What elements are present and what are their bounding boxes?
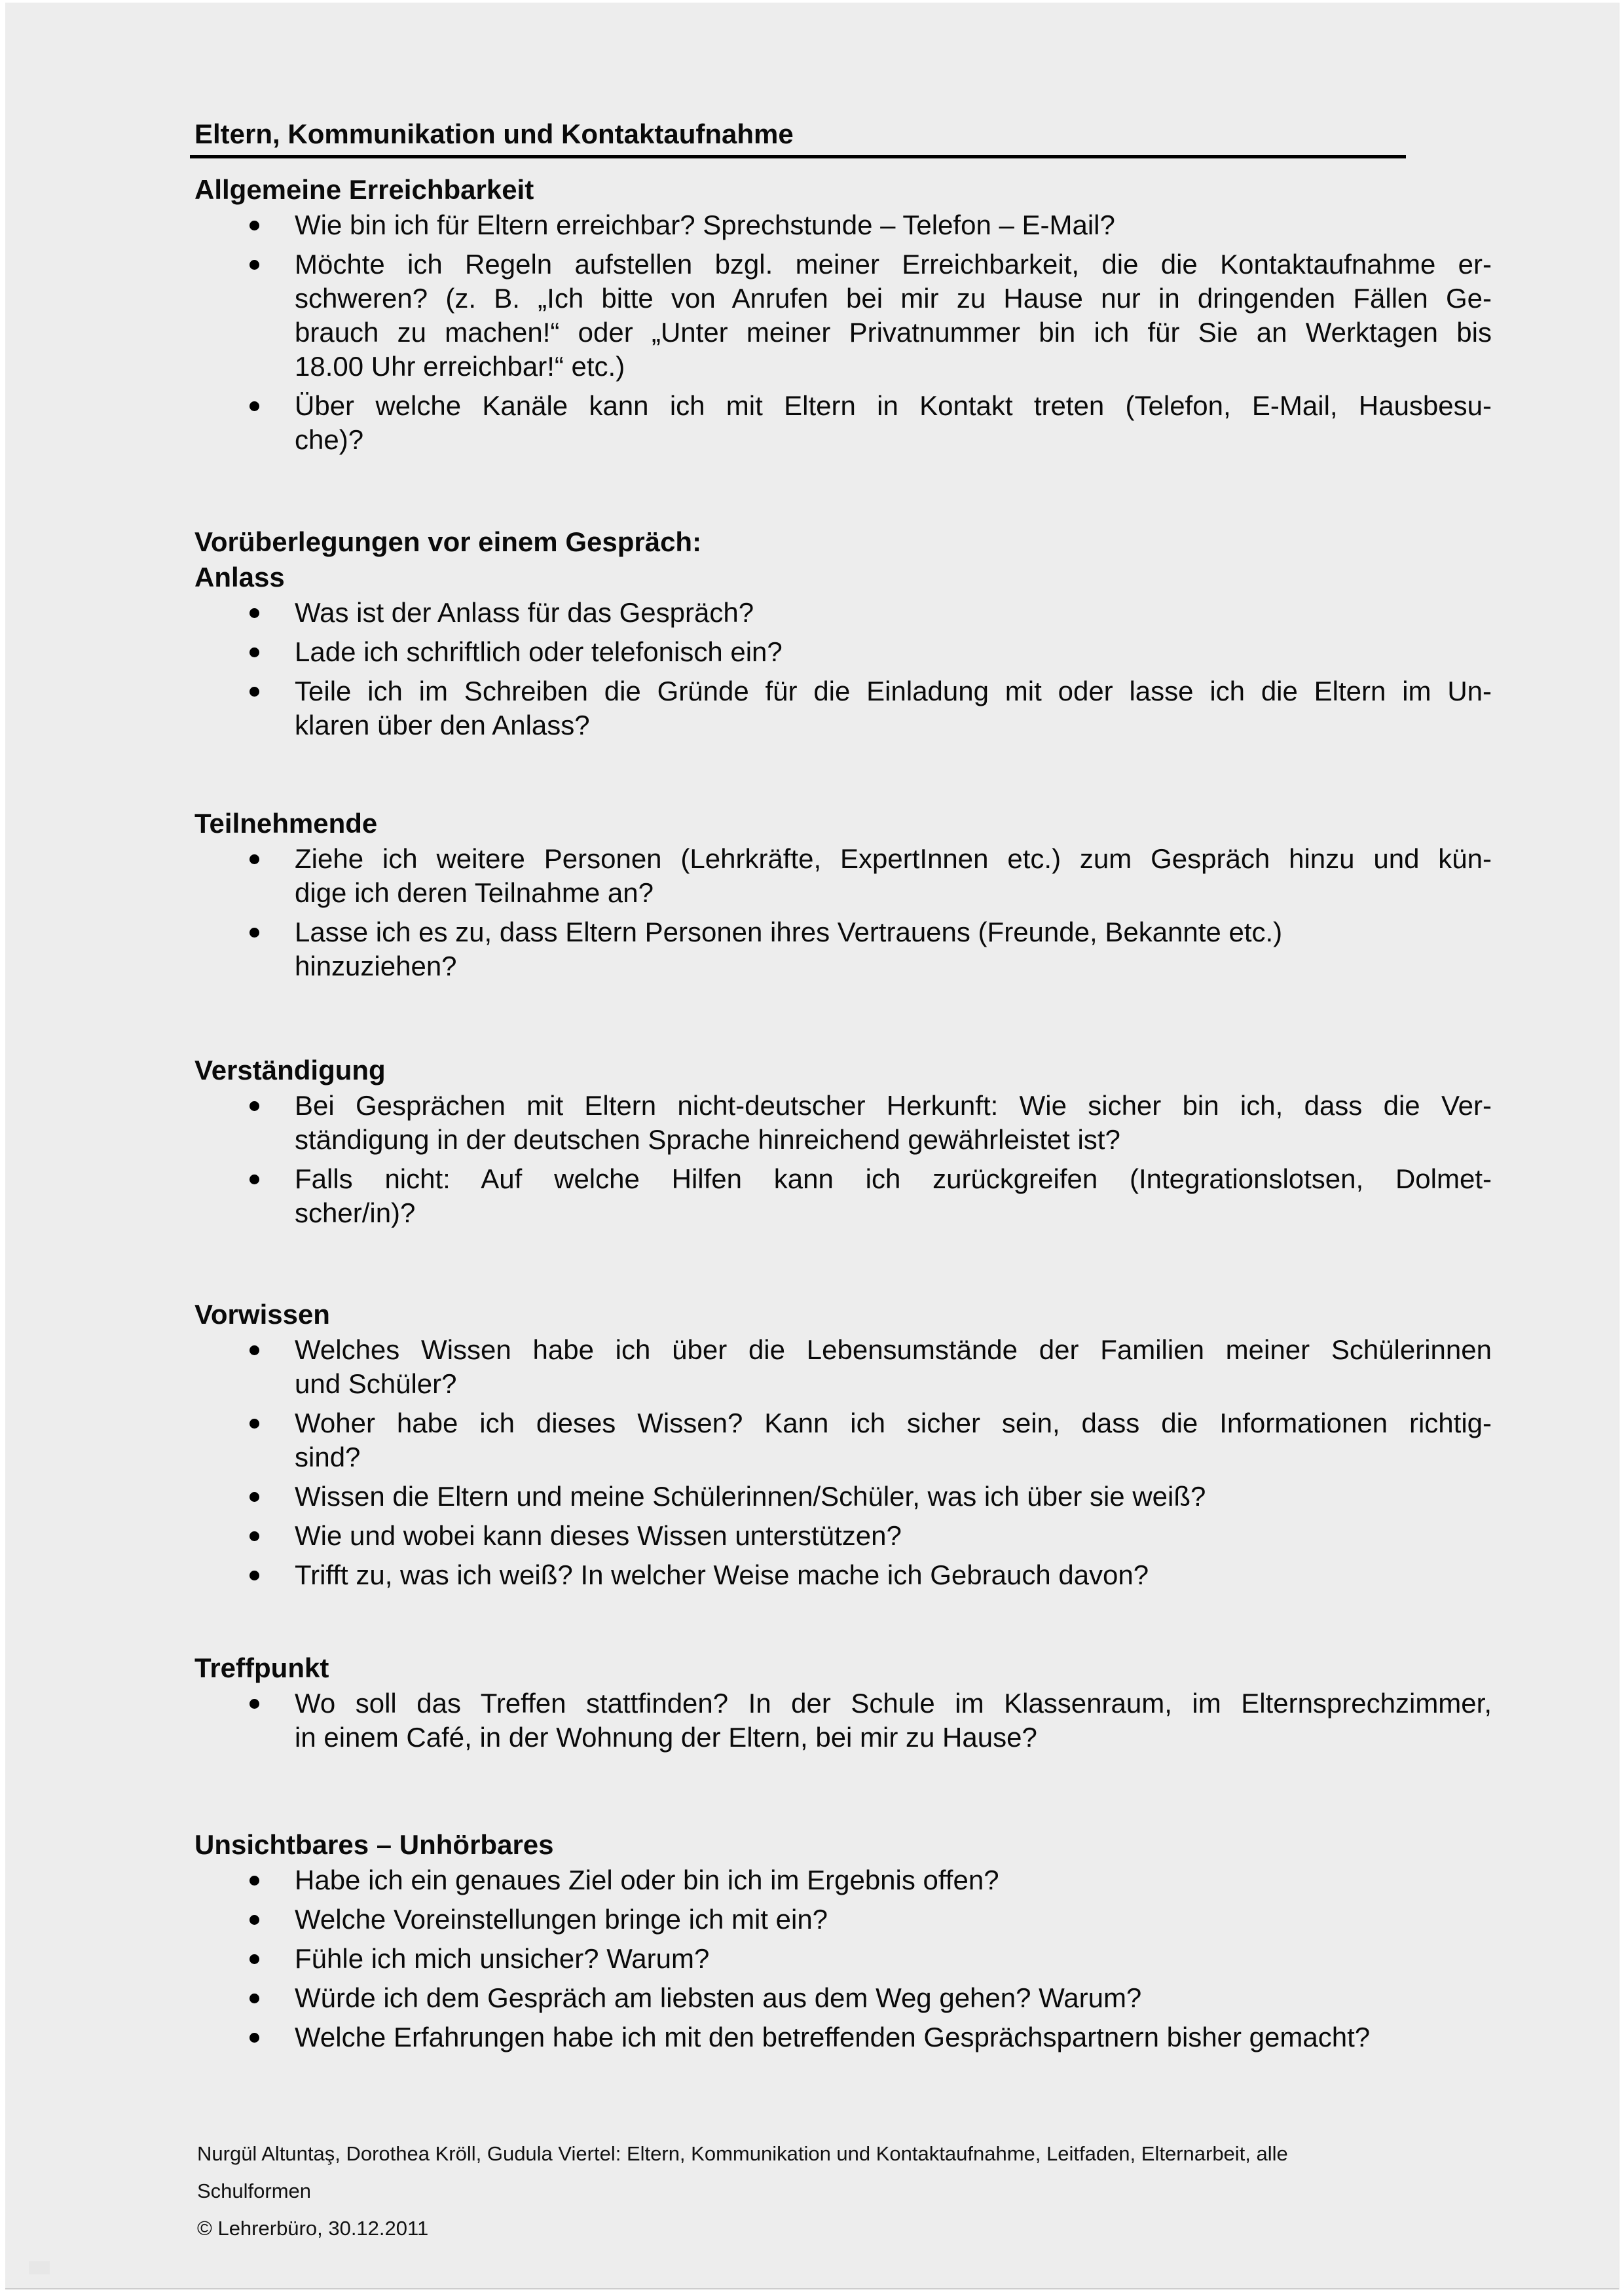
bullet-line: che)? xyxy=(295,424,364,455)
bullet-icon xyxy=(249,1101,259,1111)
bullet-line: Fühle ich mich unsicher? Warum? xyxy=(295,1943,710,1974)
bullet-icon xyxy=(249,260,259,270)
bullet-list xyxy=(194,842,1492,983)
bullet-icon xyxy=(249,1915,259,1925)
bullet-line: Möchte ich Regeln aufstellen bzgl. meiner Erreichbarkeit, die die Kontaktaufnahme er- xyxy=(295,249,1492,280)
bullet-line: Falls nicht: Auf welche Hilfen kann ich zurückgreifen (Integrationslotsen, Dolmet- xyxy=(295,1163,1492,1194)
document-section xyxy=(194,173,1492,462)
bullet-icon xyxy=(249,1571,259,1580)
bullet-icon xyxy=(249,928,259,938)
bullet-item xyxy=(194,389,1492,457)
footer-source-line: Nurgül Altuntaş, Dorothea Kröll, Gudula Viertel: Eltern, Kommunikation und Kontaktaufnahme, Leitfaden, Elternarbeit, alle xyxy=(197,2142,1288,2165)
bullet-icon xyxy=(249,1876,259,1886)
bullet-line: Trifft zu, was ich weiß? In welcher Weise mache ich Gebrauch davon? xyxy=(295,1559,1149,1590)
bullet-list xyxy=(194,1333,1492,1592)
bullet-line: Würde ich dem Gespräch am liebsten aus dem Weg gehen? Warum? xyxy=(295,1982,1142,2013)
bullet-item xyxy=(194,635,1492,669)
bullet-item xyxy=(194,1863,1492,1897)
section-heading: Treffpunkt xyxy=(194,1652,329,1683)
bullet-line: Was ist der Anlass für das Gespräch? xyxy=(295,597,754,628)
bullet-icon xyxy=(249,608,259,618)
bullet-line: Welche Erfahrungen habe ich mit den betreffenden Gesprächspartnern bisher gemacht? xyxy=(295,2022,1371,2052)
bullet-item xyxy=(194,1480,1492,1514)
bullet-line: klaren über den Anlass? xyxy=(295,710,590,740)
section-heading: Anlass xyxy=(194,562,285,592)
section-heading: Teilnehmende xyxy=(194,808,378,839)
bullet-icon xyxy=(249,401,259,411)
bullet-icon xyxy=(249,221,259,230)
footer-copyright: © Lehrerbüro, 30.12.2011 xyxy=(197,2217,429,2240)
bullet-line: sind? xyxy=(295,1442,361,1472)
bullet-item xyxy=(194,1519,1492,1553)
document-footer xyxy=(197,2135,1494,2247)
bullet-line: 18.00 Uhr erreichbar!“ etc.) xyxy=(295,351,625,382)
bullet-item xyxy=(194,842,1492,910)
section-heading: Vorüberlegungen vor einem Gespräch: xyxy=(194,526,702,557)
bullet-line: ständigung in der deutschen Sprache hinreichend gewährleistet ist? xyxy=(295,1124,1120,1155)
bullet-icon xyxy=(249,1994,259,2003)
bullet-line: und Schüler? xyxy=(295,1368,457,1399)
bullet-item xyxy=(194,1686,1492,1755)
document-section xyxy=(194,1053,1492,1235)
bullet-line: Ziehe ich weitere Personen (Lehrkräfte, ExpertInnen etc.) zum Gespräch hinzu und kün- xyxy=(295,843,1492,874)
section-heading: Allgemeine Erreichbarkeit xyxy=(194,174,534,205)
footer-source-line-2: Schulformen xyxy=(197,2179,312,2202)
page-title: Eltern, Kommunikation und Kontaktaufnahme xyxy=(190,118,1406,158)
document-section xyxy=(194,525,1492,748)
bullet-icon xyxy=(249,854,259,864)
bullet-list xyxy=(194,596,1492,742)
bullet-line: Welche Voreinstellungen bringe ich mit ein? xyxy=(295,1904,828,1935)
bullet-icon xyxy=(249,1419,259,1429)
section-heading: Unsichtbares – Unhörbares xyxy=(194,1829,554,1860)
bullet-list xyxy=(194,1686,1492,1755)
bullet-icon xyxy=(249,1492,259,1502)
bullet-line: Wo soll das Treffen stattfinden? In der Schule im Klassenraum, im Elternsprechzimmer, xyxy=(295,1688,1492,1719)
bullet-icon xyxy=(249,1954,259,1964)
document-section xyxy=(194,1828,1492,2060)
bullet-list xyxy=(194,1863,1492,2054)
bullet-line: scher/in)? xyxy=(295,1197,416,1228)
bullet-line: Habe ich ein genaues Ziel oder bin ich im Ergebnis offen? xyxy=(295,1865,999,1895)
bullet-icon xyxy=(249,1175,259,1184)
bullet-line: Bei Gesprächen mit Eltern nicht-deutscher Herkunft: Wie sicher bin ich, dass die Ver- xyxy=(295,1090,1492,1121)
scan-artifact-watermark xyxy=(29,2261,50,2274)
bullet-icon xyxy=(249,687,259,697)
bullet-item xyxy=(194,1089,1492,1157)
document-section xyxy=(194,807,1492,989)
bullet-line: Über welche Kanäle kann ich mit Eltern in Kontakt treten (Telefon, E-Mail, Hausbesu- xyxy=(295,390,1492,421)
bullet-line: Wissen die Eltern und meine Schülerinnen/Schüler, was ich über sie weiß? xyxy=(295,1481,1206,1512)
bullet-line: dige ich deren Teilnahme an? xyxy=(295,877,654,908)
bullet-item xyxy=(194,1406,1492,1474)
bullet-icon xyxy=(249,2033,259,2043)
bullet-line: brauch zu machen!“ oder „Unter meiner Privatnummer bin ich für Sie an Werktagen bis xyxy=(295,317,1492,348)
bullet-icon xyxy=(249,1531,259,1541)
document-section xyxy=(194,1298,1492,1597)
bullet-line: Wie und wobei kann dieses Wissen unterstützen? xyxy=(295,1520,902,1551)
bullet-item xyxy=(194,674,1492,742)
bullet-line: Wie bin ich für Eltern erreichbar? Sprechstunde – Telefon – E-Mail? xyxy=(295,210,1115,240)
bullet-list xyxy=(194,1089,1492,1230)
bullet-line: Lade ich schriftlich oder telefonisch ein? xyxy=(295,636,783,667)
bullet-item xyxy=(194,1162,1492,1230)
bullet-line: Welches Wissen habe ich über die Lebensumstände der Familien meiner Schülerinnen xyxy=(295,1334,1492,1365)
bullet-item xyxy=(194,915,1492,983)
bullet-item xyxy=(194,1903,1492,1937)
section-heading: Vorwissen xyxy=(194,1299,330,1330)
bullet-line: Teile ich im Schreiben die Gründe für die Einladung mit oder lasse ich die Eltern im Un- xyxy=(295,676,1492,706)
bullet-icon xyxy=(249,1345,259,1355)
bullet-item xyxy=(194,1558,1492,1592)
bullet-line: Woher habe ich dieses Wissen? Kann ich sicher sein, dass die Informationen richtig- xyxy=(295,1408,1492,1438)
bullet-line: schweren? (z. B. „Ich bitte von Anrufen bei mir zu Hause nur in dringenden Fällen Ge- xyxy=(295,283,1492,314)
bullet-line: hinzuziehen? xyxy=(295,951,457,981)
section-heading: Verständigung xyxy=(194,1055,386,1085)
bullet-item xyxy=(194,2020,1492,2054)
bullet-item xyxy=(194,1942,1492,1976)
bullet-line: Lasse ich es zu, dass Eltern Personen ihres Vertrauens (Freunde, Bekannte etc.) xyxy=(295,917,1283,947)
bullet-item xyxy=(194,1333,1492,1401)
bullet-item xyxy=(194,247,1492,384)
bullet-list xyxy=(194,208,1492,457)
bullet-item xyxy=(194,1981,1492,2015)
bullet-icon xyxy=(249,647,259,657)
document-section xyxy=(194,1651,1492,1760)
document-page xyxy=(5,3,1619,2289)
bullet-line: in einem Café, in der Wohnung der Eltern, bei mir zu Hause? xyxy=(295,1722,1037,1753)
bullet-icon xyxy=(249,1699,259,1709)
bullet-item xyxy=(194,208,1492,242)
bullet-item xyxy=(194,596,1492,630)
